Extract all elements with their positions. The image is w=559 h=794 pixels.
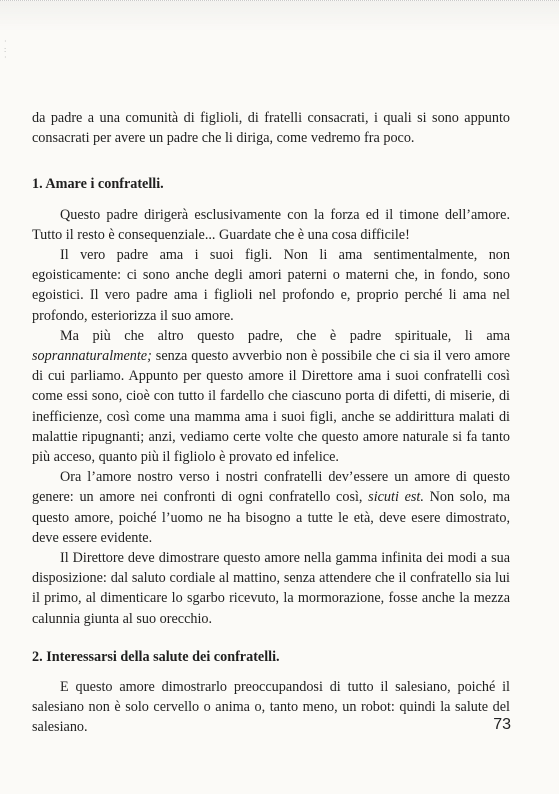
page-body — [32, 108, 510, 738]
paragraph-3-text-b: senza questo avverbio non è possibile che ci sia il vero amore di cui parliamo. Appunto per questo amore il Direttore ama i suoi confratelli così come essi sono, cioè con tutto il fardello che ciascuno porta di difetti, di miserie, di inefficienze, così come una mamma ama i suoi figli, anche se addirittura malati di malattie ripugnanti; anzi, vediamo certe volte che questo amore naturale si fa tanto più acceso, quanto più il figliolo è provato ed infelice. — [32, 348, 510, 466]
section-1-paragraph-4 — [32, 467, 510, 548]
section-1-heading: 1. Amare i confratelli. — [32, 176, 164, 193]
section-2-paragraph-1: E questo amore dimostrarlo preoccupandosi di tutto il salesiano, poiché il salesiano non è solo cervello o anima o, tanto meno, un robot: quindi la salute del salesiano. — [32, 679, 510, 736]
scan-specks: · : · — [4, 37, 7, 62]
paragraph-3-text-a: Ma più che altro questo padre, che è padre spirituale, li ama — [60, 327, 510, 344]
section-1-paragraph-2: Il vero padre ama i suoi figli. Non li ama sentimentalmente, non egoisticamente: ci sono anche degli amori paterni o materni che, in fondo, sono egoistici. Il vero padre ama i figlioli nel profondo e, proprio perché li ama nel profondo, esteriorizza il suo amore. — [32, 247, 510, 324]
paragraph-4-emphasis: sicuti est. — [368, 489, 424, 506]
paragraph-3-emphasis: soprannaturalmente; — [32, 348, 152, 365]
section-1-paragraph-1: Questo padre dirigerà esclusivamente con la forza ed il timone dell’amore. Tutto il resto è consequenziale... Guardate che è una cosa difficile! — [32, 206, 510, 243]
paragraph-4-text-b: Non solo, ma questo amore, poiché l’uomo ne ha bisogno a tutte le età, deve esere dimostrato, deve essere evidente. — [32, 489, 510, 546]
page-number: 73 — [493, 716, 511, 733]
page-top-edge — [0, 0, 559, 31]
section-1-paragraph-5: Il Direttore deve dimostrare questo amore nella gamma infinita dei modi a sua disposizione: dal saluto cordiale al mattino, senza attendere che il confratello sia lui il primo, al dimenticare lo sgarbo ricevuto, la mormorazione, fosse anche la mezza calunnia giunta al suo orecchio. — [32, 550, 510, 627]
intro-paragraph: da padre a una comunità di figlioli, di fratelli consacrati, i quali si sono appunto consacrati per avere un padre che li diriga, come vedremo fra poco. — [32, 110, 510, 147]
paragraph-4-text-a: Ora l’amore nostro verso i nostri confratelli dev’essere un amore di questo genere: un amore nei confronti di ogni confratello così, — [32, 469, 510, 506]
section-2-heading: 2. Interessarsi della salute dei confratelli. — [32, 648, 280, 665]
section-1-paragraph-3 — [32, 326, 510, 467]
